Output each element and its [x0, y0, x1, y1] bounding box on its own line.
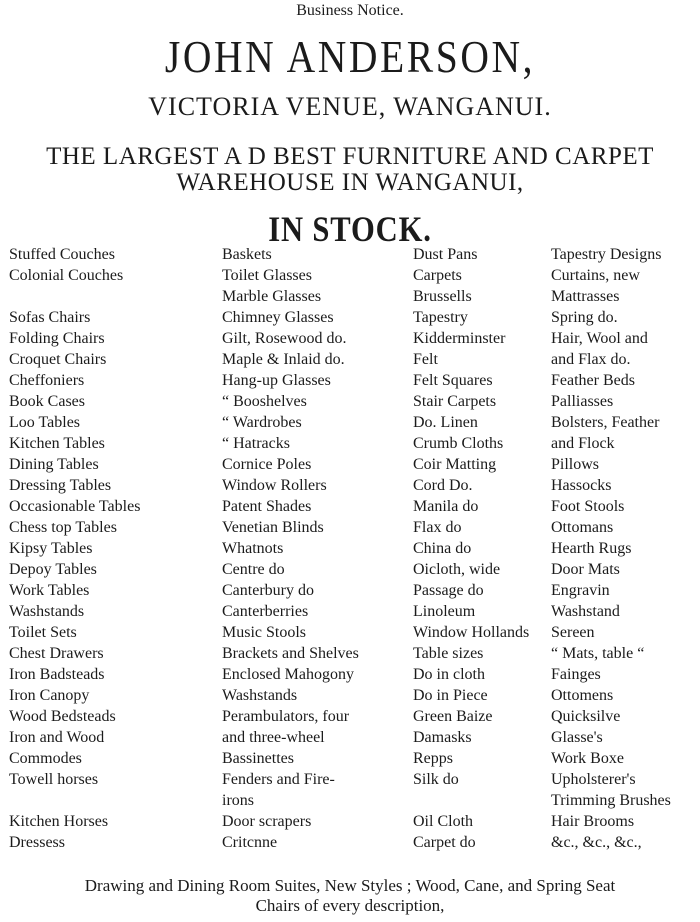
stock-item: Washstands: [222, 687, 298, 704]
stock-item: Work Tables: [9, 582, 90, 599]
stock-item: irons: [222, 792, 254, 809]
stock-item: Hair, Wool and: [551, 330, 648, 347]
address-line: VICTORIA VENUE, WANGANUI.: [148, 92, 552, 121]
stock-item: Washstands: [9, 603, 85, 620]
stock-item: Work Boxe: [551, 750, 624, 767]
stock-item: Canterberries: [222, 603, 309, 620]
stock-item: [9, 790, 219, 811]
stock-item: Cheffoniers: [9, 372, 85, 389]
stock-item: Canterbury do: [222, 582, 314, 599]
stock-item: Mattrasses: [551, 288, 620, 305]
stock-item: Chimney Glasses: [222, 309, 334, 326]
stock-item: Window Hollands: [413, 624, 530, 641]
stock-item: Silk do: [413, 771, 459, 788]
stock-item: Chess top Tables: [9, 519, 117, 536]
stock-column-4: [551, 244, 700, 853]
stock-item: Chest Drawers: [9, 645, 104, 662]
stock-item: Hassocks: [551, 477, 612, 494]
stock-item: Crumb Cloths: [413, 435, 504, 452]
stock-item: Tapestry Designs: [551, 246, 662, 263]
stock-item: “ Booshelves: [222, 393, 307, 410]
stock-item: Dressess: [9, 834, 65, 851]
stock-item: Book Cases: [9, 393, 85, 410]
stock-item: Manila do: [413, 498, 479, 515]
stock-item: Colonial Couches: [9, 267, 124, 284]
stock-item: Carpet do: [413, 834, 476, 851]
stock-item: Kitchen Tables: [9, 435, 105, 452]
stock-item: and Flax do.: [551, 351, 631, 368]
stock-item: Folding Chairs: [9, 330, 105, 347]
stock-item: Bolsters, Feather: [551, 414, 660, 431]
stock-item: Trimming Brushes: [551, 792, 671, 809]
stock-item: Carpets: [413, 267, 462, 284]
headline-line-2: WAREHOUSE IN WANGANUI,: [176, 169, 524, 196]
stock-item: Palliasses: [551, 393, 614, 410]
stock-item: Fainges: [551, 666, 601, 683]
stock-item: Upholsterer's: [551, 771, 636, 788]
stock-item: Commodes: [9, 750, 82, 767]
stock-item: Patent Shades: [222, 498, 312, 515]
stock-item: Dust Pans: [413, 246, 478, 263]
stock-item: Bassinettes: [222, 750, 294, 767]
stock-item: Occasionable Tables: [9, 498, 141, 515]
stock-item: Ottomans: [551, 519, 614, 536]
stock-item: Washstand: [551, 603, 620, 620]
stock-item: Hang-up Glasses: [222, 372, 331, 389]
stock-item: Brussells: [413, 288, 472, 305]
stock-item: Passage do: [413, 582, 484, 599]
stock-item: Glasse's: [551, 729, 603, 746]
stock-item: Damasks: [413, 729, 472, 746]
stock-item: Door scrapers: [222, 813, 312, 830]
stock-item: Marble Glasses: [222, 288, 322, 305]
stock-item: Critcnne: [222, 834, 278, 851]
stock-item: [9, 286, 219, 307]
stock-item: Oicloth, wide: [413, 561, 501, 578]
stock-item: China do: [413, 540, 472, 557]
stock-item: Spring do.: [551, 309, 618, 326]
stock-item: Toilet Glasses: [222, 267, 312, 284]
stock-item: [413, 790, 558, 811]
stock-item: Iron Badsteads: [9, 666, 105, 683]
footer-line-2: Chairs of every description,: [255, 896, 445, 915]
stock-item: Flax do: [413, 519, 462, 536]
stock-item: Loo Tables: [9, 414, 81, 431]
stock-item: Enclosed Mahogony: [222, 666, 354, 683]
stock-item: “ Hatracks: [222, 435, 290, 452]
stock-item: Toilet Sets: [9, 624, 77, 641]
stock-item: Cord Do.: [413, 477, 473, 494]
stock-item: Repps: [413, 750, 453, 767]
stock-item: Do in Piece: [413, 687, 488, 704]
stock-item: Sofas Chairs: [9, 309, 91, 326]
stock-item: and three-wheel: [222, 729, 325, 746]
stock-item: Door Mats: [551, 561, 620, 578]
stock-item: Pillows: [551, 456, 600, 473]
business-notice: Business Notice.: [296, 2, 404, 19]
stock-item: Engravin: [551, 582, 610, 599]
stock-item: Sereen: [551, 624, 595, 641]
stock-item: Gilt, Rosewood do.: [222, 330, 347, 347]
stock-column-1: [9, 244, 219, 853]
stock-item: Quicksilve: [551, 708, 621, 725]
stock-item: Stuffed Couches: [9, 246, 115, 263]
stock-item: Tapestry: [413, 309, 468, 326]
stock-item: Iron and Wood: [9, 729, 105, 746]
in-stock-heading: IN STOCK.: [268, 209, 432, 249]
stock-item: Foot Stools: [551, 498, 625, 515]
stock-item: Music Stools: [222, 624, 307, 641]
stock-item: &c., &c., &c.,: [551, 834, 642, 851]
stock-item: Green Baize: [413, 708, 493, 725]
stock-item: Do. Linen: [413, 414, 478, 431]
stock-item: Depoy Tables: [9, 561, 97, 578]
stock-item: Linoleum: [413, 603, 476, 620]
stock-item: Wood Bedsteads: [9, 708, 116, 725]
stock-item: and Flock: [551, 435, 615, 452]
stock-item: Dressing Tables: [9, 477, 112, 494]
stock-item: Window Rollers: [222, 477, 327, 494]
headline-line-1: THE LARGEST A D BEST FURNITURE AND CARPET: [46, 143, 654, 170]
stock-column-2: [222, 244, 412, 853]
stock-item: Table sizes: [413, 645, 484, 662]
stock-item: Perambulators, four: [222, 708, 350, 725]
stock-item: Baskets: [222, 246, 272, 263]
stock-item: Dining Tables: [9, 456, 99, 473]
stock-item: Venetian Blinds: [222, 519, 324, 536]
stock-column-3: [413, 244, 558, 853]
stock-item: Maple & Inlaid do.: [222, 351, 345, 368]
stock-item: Iron Canopy: [9, 687, 90, 704]
stock-item: Kitchen Horses: [9, 813, 109, 830]
stock-item: “ Wardrobes: [222, 414, 302, 431]
stock-item: Whatnots: [222, 540, 284, 557]
footer-line-1: Drawing and Dining Room Suites, New Styles ; Wood, Cane, and Spring Seat: [84, 876, 616, 895]
stock-item: Hearth Rugs: [551, 540, 632, 557]
merchant-name: JOHN ANDERSON,: [164, 31, 536, 82]
stock-item: Feather Beds: [551, 372, 635, 389]
stock-item: Do in cloth: [413, 666, 485, 683]
stock-item: Coir Matting: [413, 456, 497, 473]
stock-item: Brackets and Shelves: [222, 645, 359, 662]
stock-item: Stair Carpets: [413, 393, 497, 410]
stock-item: Felt Squares: [413, 372, 493, 389]
stock-item: Felt: [413, 351, 438, 368]
headline: [0, 144, 700, 196]
stock-item: Centre do: [222, 561, 285, 578]
stock-item: Cornice Poles: [222, 456, 312, 473]
stock-item: Towell horses: [9, 771, 99, 788]
stock-item: Ottomens: [551, 687, 614, 704]
stock-item: Kidderminster: [413, 330, 506, 347]
stock-item: Curtains, new: [551, 267, 640, 284]
stock-item: Croquet Chairs: [9, 351, 107, 368]
stock-item: Hair Brooms: [551, 813, 635, 830]
stock-item: “ Mats, table “: [551, 645, 645, 662]
stock-item: Kipsy Tables: [9, 540, 93, 557]
stock-item: Fenders and Fire-: [222, 771, 335, 788]
stock-item: Oil Cloth: [413, 813, 474, 830]
